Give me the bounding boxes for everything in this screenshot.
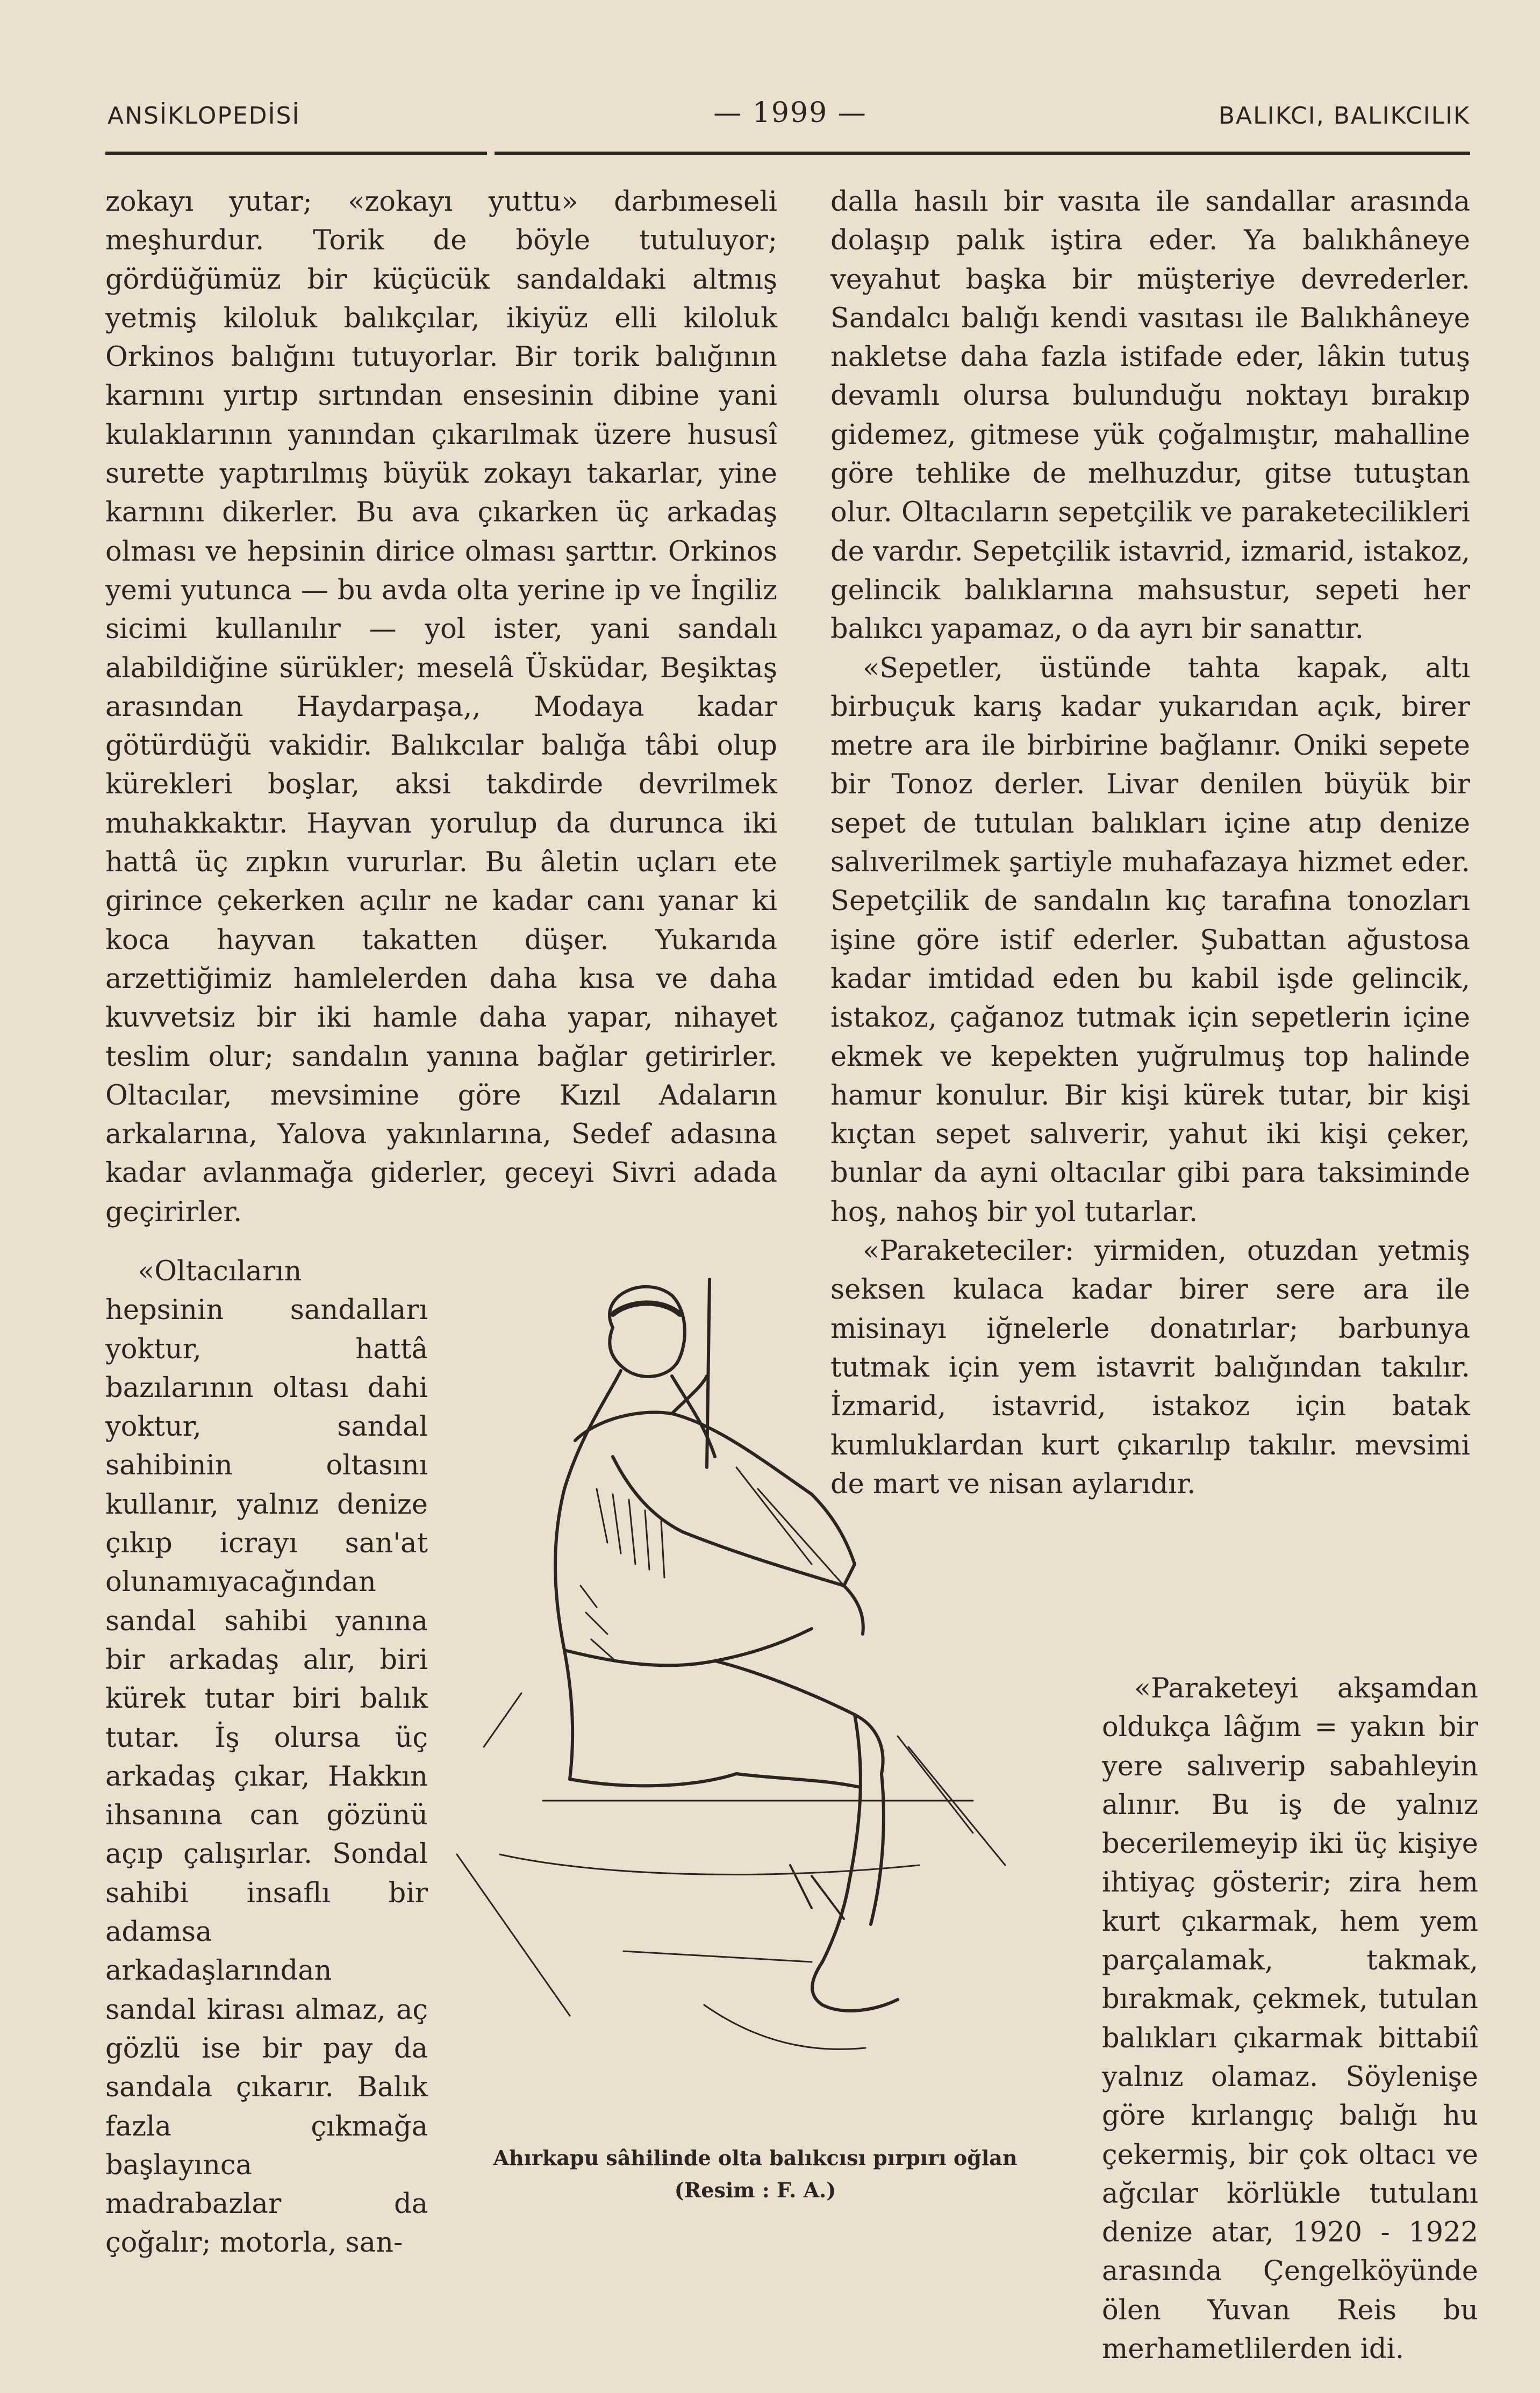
left-paragraph-2: «Oltacıların hepsinin sandalları yoktur, hattâ bazılarının oltası dahi yoktur, sandal sahibinin oltasını kullanır, yalnız denize çıkıp icrayı san'at olunamıyacağından sandal sahibi yanına bir arkadaş alır, biri kürek tutar biri balık tutar. İş olursa üç arkadaş çıkar, Hakkın ihsanına can gözünü açıp çalışırlar. Sondal sahibi insaflı bir adamsa arkadaşlarından sandal kirası almaz, aç gözlü ise bir pay da sandala çıkarır. Balık fazla çıkmağa başlayınca madrabazlar da çoğalır; motorla, san-: [105, 1256, 428, 2259]
header-rule-left: [105, 152, 487, 155]
figure-caption: [446, 2142, 1064, 2206]
right-paragraph-2: «Sepetler, üstünde tahta kapak, altı birbuçuk karış kadar yukarıdan açık, birer metre ara ile birbirine bağlanır. Oniki sepete bir Tonoz derler. Livar denilen büyük bir sepet de tutulan balıkları içine atıp denize salıverilmek şartiyle muhafazaya hizmet eder. Sepetçilik de sandalın kıç tarafına tonozları işine göre istif ederler. Şubattan ağustosa kadar imtidad eden bu kabil işde gelincik, istakoz, çağanoz tutmak için sepetlerin içine ekmek ve kepekten yuğrulmuş top halinde hamur konulur. Bir kişi kürek tutar, bir kişi kıçtan sepet salıverir, yahut iki kişi çeker, bunlar da ayni oltacılar gibi para taksiminde hoş, nahoş bir yol tutarlar.: [830, 652, 1470, 1228]
running-header-left: ANSİKLOPEDİSİ: [108, 102, 300, 130]
left-column-narrow-text: [105, 1252, 428, 2263]
fisherman-drawing-icon: [435, 1263, 1070, 2123]
right-paragraph-1: dalla hasılı bir vasıta ile sandallar arasında dolaşıp palık iştira eder. Ya balıkhâneye veyahut başka bir müşteriye devrederler. Sandalcı balığı kendi vasıtası ile Balıkhâneye nakletse daha fazla istifade eder, lâkin tutuş devamlı olursa bulunduğu noktayı bırakıp gidemez, gitmese yük çoğalmıştır, mahalline göre tehlike de melhuzdur, gitse tutuştan olur. Oltacıların sepetçilik ve paraketecilikleri de vardır. Sepetçilik istavrid, izmarid, istakoz, gelincik balıklarına mahsustur, sepeti her balıkcı yapamaz, o da ayrı bir sanattır.: [830, 186, 1470, 646]
running-header-right: BALIKCI, BALIKCILIK: [1218, 102, 1470, 130]
left-paragraph-1: zokayı yutar; «zokayı yuttu» darbımeseli meşhurdur. Torik de böyle tutuluyor; gördüğümüz bir küçücük sandaldaki altmış yetmiş kiloluk balıkçılar, ikiyüz elli kiloluk Orkinos balığını tutuyorlar. Bir torik balığının karnını yırtıp sırtından ensesinin dibine yani kulaklarının yanından çıkarılmak üzere hususî surette yaptırılmış büyük zokayı takarlar, yine karnını dikerler. Bu ava çıkarken üç arkadaş olması ve hepsinin dirice olması şarttır. Orkinos yemi yutunca — bu avda olta yerine ip ve İngiliz sicimi kullanılır — yol ister, yani sandalı alabildiğine sürükler; meselâ Üsküdar, Beşiktaş arasından Haydarpaşa,, Modaya kadar götürdüğü vakidir. Balıkcılar balığa tâbi olup kürekleri boşlar, aksi takdirde devrilmek muhakkaktır. Hayvan yorulup da durunca iki hattâ üç zıpkın vururlar. Bu âletin uçları ete girince çekerken açılır ne kadar canı yanar ki koca hayvan takatten düşer. Yukarıda arzettiğimiz hamlelerden daha kısa ve daha kuvvetsiz bir iki hamle daha yapar, nihayet teslim olur; sandalın yanına bağlar getirirler. Oltacılar, mevsimine göre Kızıl Adaların arkalarına, Yalova yakınlarına, Sedef adasına kadar avlanmağa giderler, geceyi Sivri adada geçirirler.: [105, 186, 777, 1228]
page-number: — 1999 —: [713, 97, 867, 129]
right-paragraph-3: «Paraketeciler: yirmiden, otuzdan yetmiş seksen kulaca kadar birer sere ara ile misinayı iğnelerle donatırlar; barbunya tutmak için yem istavrit balığından takılır. İzmarid, istavrid, istakoz için batak kumluklardan kurt çıkarılıp takılır. mevsimi de mart ve nisan aylarıdır.: [830, 1235, 1470, 1500]
caption-line-2: (Resim : F. A.): [674, 2178, 836, 2202]
fisherman-sketch: [435, 1263, 1070, 2123]
header-rule-right: [495, 152, 1470, 155]
right-paragraph-4: «Paraketeyi akşamdan oldukça lâğım = yakın bir yere salıverip sabahleyin alınır. Bu iş de yalnız becerilemeyip iki üç kişiye ihtiyaç gösterir; zira hem kurt çıkarmak, hem yem parçalamak, takmak, bırakmak, çekmek, tutulan balıkları çıkarmak bittabiî yalnız olamaz. Söylenişe göre kırlangıç balığı hu çekermiş, bir çok oltacı ve ağcılar körlükle tutulanı denize atar, 1920 - 1922 arasında Çengelköyünde ölen Yuvan Reis bu merhametlilerden idi.: [1102, 1673, 1478, 2366]
right-column-narrow-text: [1102, 1670, 1478, 2369]
left-column-text: [105, 183, 777, 1232]
caption-line-1: Ahırkapu sâhilinde olta balıkcısı pırpırı oğlan: [493, 2146, 1018, 2170]
